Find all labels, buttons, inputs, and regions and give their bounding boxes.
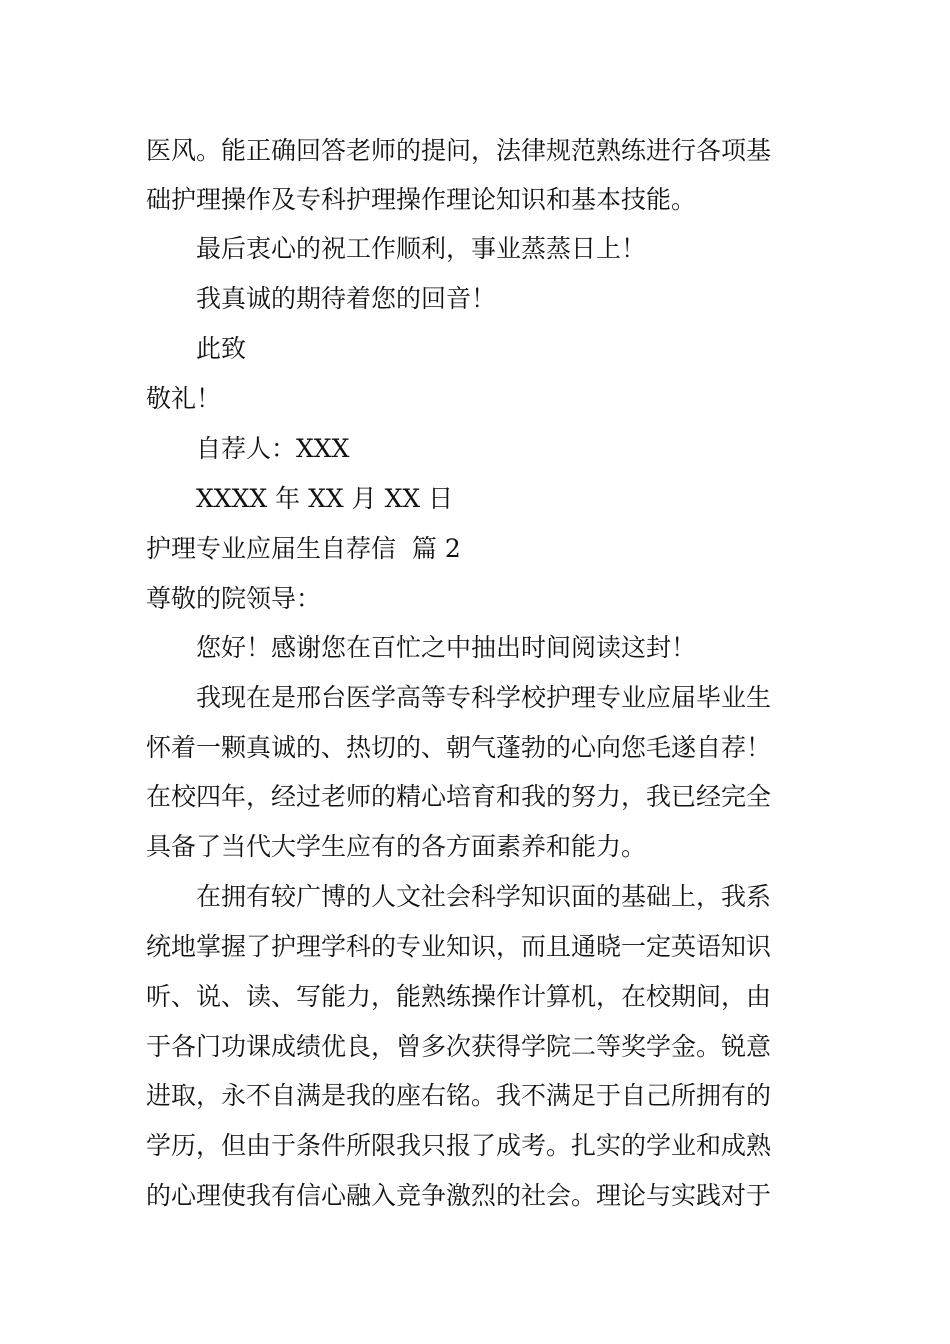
- salutation: 尊敬的院领导：: [146, 584, 322, 613]
- text-line: 在校四年，经过老师的精心培育和我的努力，我已经完全: [146, 782, 772, 811]
- text-line: 在拥有较广博的人文社会科学知识面的基础上，我系: [196, 882, 772, 911]
- signature-line: 自荐人：XXX: [196, 434, 350, 463]
- text-line: 听、说、读、写能力，能熟练操作计算机，在校期间，由: [146, 982, 772, 1011]
- text-line: 医风。能正确回答老师的提问，法律规范熟练进行各项基: [146, 136, 772, 165]
- text-line: 最后衷心的祝工作顺利，事业蒸蒸日上！: [196, 234, 647, 263]
- text-line: 我真诚的期待着您的回音！: [196, 284, 497, 313]
- text-line: 此致: [196, 334, 247, 363]
- section-heading: 护理专业应届生自荐信 篇 2: [146, 534, 461, 563]
- text-line: 具备了当代大学生应有的各方面素养和能力。: [146, 832, 647, 861]
- text-line: 学历，但由于条件所限我只报了成考。扎实的学业和成熟: [146, 1131, 772, 1160]
- date-line: XXXX 年 XX 月 XX 日: [196, 484, 454, 513]
- text-line: 统地掌握了护理学科的专业知识，而且通晓一定英语知识: [146, 932, 772, 961]
- text-line: 敬礼！: [146, 384, 222, 413]
- text-line: 怀着一颗真诚的、热切的、朝气蓬勃的心向您毛遂自荐！: [146, 733, 772, 762]
- text-line: 础护理操作及专科护理操作理论知识和基本技能。: [146, 185, 697, 214]
- text-line: 的心理使我有信心融入竞争激烈的社会。理论与实践对于: [146, 1181, 772, 1210]
- text-line: 进取，永不自满是我的座右铭。我不满足于自己所拥有的: [146, 1081, 772, 1110]
- text-line: 我现在是邢台医学高等专科学校护理专业应届毕业生: [196, 683, 772, 712]
- text-line: 于各门功课成绩优良，曾多次获得学院二等奖学金。锐意: [146, 1032, 772, 1061]
- text-line: 您好！感谢您在百忙之中抽出时间阅读这封！: [196, 633, 697, 662]
